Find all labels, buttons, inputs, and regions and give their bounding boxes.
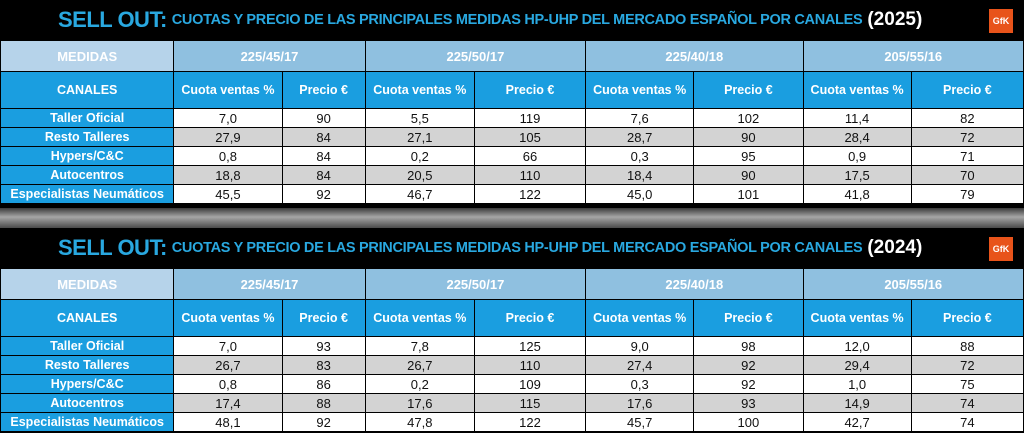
cuota-cell: 7,6 [586,109,693,127]
canal-label: Resto Talleres [1,356,173,374]
cuota-cell: 7,8 [366,337,474,355]
precio-cell: 92 [694,375,802,393]
cuota-cell: 0,3 [586,375,693,393]
table-row [1,394,1023,412]
gfk-logo: GfK [989,9,1013,33]
canales-header: CANALES [1,300,173,336]
cuota-cell: 0,2 [366,147,474,165]
size-header: 225/50/17 [366,41,585,71]
precio-cell: 122 [475,413,585,431]
cuota-cell: 27,1 [366,128,474,146]
precio-cell: 93 [694,394,802,412]
precio-cell: 84 [283,166,365,184]
precio-cell: 71 [912,147,1023,165]
canal-label: Autocentros [1,166,173,184]
cuota-cell: 41,8 [804,185,911,203]
sell-out-panel-1 [0,0,1024,208]
cuota-cell: 11,4 [804,109,911,127]
sell-out-panel-2 [0,228,1024,433]
precio-cell: 88 [283,394,365,412]
cuota-cell: 46,7 [366,185,474,203]
precio-header: Precio € [475,72,585,108]
precio-cell: 92 [283,413,365,431]
table-row [1,356,1023,374]
canal-label: Hypers/C&C [1,375,173,393]
title-year: (2024) [867,237,923,258]
precio-cell: 122 [475,185,585,203]
precio-cell: 102 [694,109,802,127]
cuota-cell: 45,0 [586,185,693,203]
table-row [1,109,1023,127]
cuota-cell: 7,0 [174,337,281,355]
title-text: CUOTAS Y PRECIO DE LAS PRINCIPALES MEDIDAS HP-UHP DEL MERCADO ESPAÑOL POR CANALES [171,12,863,28]
precio-cell: 84 [283,128,365,146]
cuota-cell: 9,0 [586,337,693,355]
precio-cell: 92 [283,185,365,203]
cuota-cell: 0,8 [174,147,281,165]
cuota-cell: 0,3 [586,147,693,165]
canal-label: Taller Oficial [1,337,173,355]
table-row [1,337,1023,355]
table-row [1,413,1023,431]
precio-cell: 100 [694,413,802,431]
title-lead: SELL OUT: [58,7,167,32]
size-header: 205/55/16 [804,269,1024,299]
header-sizes-row [1,41,1023,71]
precio-cell: 90 [694,128,802,146]
precio-header: Precio € [475,300,585,336]
cuota-cell: 26,7 [174,356,281,374]
precio-cell: 105 [475,128,585,146]
cuota-cell: 12,0 [804,337,911,355]
cuota-header: Cuota ventas % [174,72,281,108]
precio-cell: 101 [694,185,802,203]
cuota-cell: 45,5 [174,185,281,203]
size-header: 225/50/17 [366,269,585,299]
precio-cell: 79 [912,185,1023,203]
precio-header: Precio € [912,72,1023,108]
cuota-cell: 42,7 [804,413,911,431]
precio-cell: 75 [912,375,1023,393]
canal-label: Especialistas Neumáticos [1,413,173,431]
cuota-cell: 14,9 [804,394,911,412]
cuota-cell: 27,4 [586,356,693,374]
precio-cell: 95 [694,147,802,165]
precio-cell: 83 [283,356,365,374]
cuota-cell: 47,8 [366,413,474,431]
precio-cell: 66 [475,147,585,165]
precio-cell: 74 [912,413,1023,431]
precio-cell: 110 [475,356,585,374]
cuota-header: Cuota ventas % [174,300,281,336]
precio-cell: 90 [694,166,802,184]
canales-header: CANALES [1,72,173,108]
cuota-cell: 45,7 [586,413,693,431]
cuota-header: Cuota ventas % [804,300,911,336]
cuota-cell: 0,9 [804,147,911,165]
table-row [1,375,1023,393]
precio-cell: 72 [912,356,1023,374]
background-divider [0,208,1024,228]
precio-cell: 93 [283,337,365,355]
cuota-cell: 5,5 [366,109,474,127]
precio-header: Precio € [912,300,1023,336]
canal-label: Autocentros [1,394,173,412]
precio-cell: 109 [475,375,585,393]
table-row [1,185,1023,203]
precio-cell: 115 [475,394,585,412]
cuota-cell: 17,6 [586,394,693,412]
precio-cell: 86 [283,375,365,393]
table-row [1,128,1023,146]
table-row [1,166,1023,184]
medidas-header: MEDIDAS [1,41,173,71]
cuota-cell: 17,5 [804,166,911,184]
header-sizes-row [1,269,1023,299]
precio-cell: 110 [475,166,585,184]
title-lead: SELL OUT: [58,235,167,260]
cuota-header: Cuota ventas % [366,300,474,336]
size-header: 225/45/17 [174,269,364,299]
precio-header: Precio € [694,72,802,108]
cuota-header: Cuota ventas % [586,300,693,336]
cuota-cell: 0,8 [174,375,281,393]
precio-cell: 82 [912,109,1023,127]
cuota-cell: 28,7 [586,128,693,146]
precio-cell: 119 [475,109,585,127]
panel-title [0,228,1024,268]
cuota-cell: 17,4 [174,394,281,412]
precio-cell: 84 [283,147,365,165]
title-year: (2025) [867,9,923,30]
precio-header: Precio € [283,300,365,336]
precio-cell: 74 [912,394,1023,412]
size-header: 225/45/17 [174,41,364,71]
cuota-cell: 26,7 [366,356,474,374]
precio-cell: 72 [912,128,1023,146]
cuota-header: Cuota ventas % [804,72,911,108]
cuota-cell: 18,8 [174,166,281,184]
size-header: 205/55/16 [804,41,1024,71]
data-table [0,40,1024,204]
cuota-cell: 18,4 [586,166,693,184]
cuota-cell: 17,6 [366,394,474,412]
size-header: 225/40/18 [586,41,802,71]
precio-cell: 125 [475,337,585,355]
panel-title [0,0,1024,40]
canal-label: Hypers/C&C [1,147,173,165]
precio-cell: 92 [694,356,802,374]
header-columns-row [1,72,1023,108]
precio-cell: 98 [694,337,802,355]
cuota-cell: 0,2 [366,375,474,393]
canal-label: Resto Talleres [1,128,173,146]
precio-cell: 88 [912,337,1023,355]
cuota-cell: 7,0 [174,109,281,127]
cuota-cell: 28,4 [804,128,911,146]
cuota-cell: 20,5 [366,166,474,184]
header-columns-row [1,300,1023,336]
cuota-header: Cuota ventas % [366,72,474,108]
medidas-header: MEDIDAS [1,269,173,299]
cuota-cell: 27,9 [174,128,281,146]
title-text: CUOTAS Y PRECIO DE LAS PRINCIPALES MEDIDAS HP-UHP DEL MERCADO ESPAÑOL POR CANALES [171,240,863,256]
precio-header: Precio € [694,300,802,336]
data-table [0,268,1024,432]
size-header: 225/40/18 [586,269,802,299]
canal-label: Especialistas Neumáticos [1,185,173,203]
precio-header: Precio € [283,72,365,108]
cuota-cell: 1,0 [804,375,911,393]
table-row [1,147,1023,165]
gfk-logo: GfK [989,237,1013,261]
cuota-header: Cuota ventas % [586,72,693,108]
canal-label: Taller Oficial [1,109,173,127]
cuota-cell: 29,4 [804,356,911,374]
precio-cell: 70 [912,166,1023,184]
cuota-cell: 48,1 [174,413,281,431]
precio-cell: 90 [283,109,365,127]
